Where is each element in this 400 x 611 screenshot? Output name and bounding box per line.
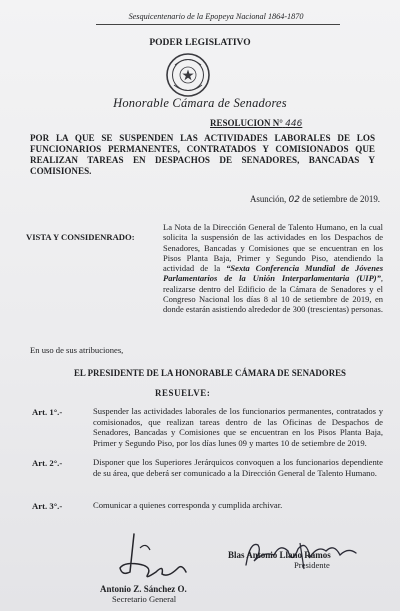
chamber-name: Honorable Cámara de Senadores (113, 96, 287, 110)
resolution-number (210, 118, 302, 129)
president-name: Blas Antonio Llano Ramos (228, 550, 331, 560)
institution-heading: PODER LEGISLATIVO (149, 38, 251, 48)
vista-text-em: “Sexta Conferencia Mundial de Jóvenes Parlamentarios de la Unión Interparlamentaria (UIP)” (163, 263, 383, 284)
resolution-label: RESOLUCION N° (210, 118, 283, 128)
president-signature-block (228, 550, 331, 570)
date-prefix: Asunción, (250, 194, 287, 204)
secretary-name: Antonio Z. Sánchez O. (100, 584, 187, 594)
date-suffix: de setiembre de 2019. (302, 194, 381, 204)
vista-label: VISTA Y CONSIDENRADO: (26, 232, 135, 242)
article-2-label: Art. 2°.- (32, 458, 63, 468)
sesquicentenario-line: Sesquicentenario de la Epopeya Nacional 1864-1870 (128, 12, 304, 21)
article-2-text: Disponer que los Superiores Jerárquicos convoquen a los funcionarios dependiente de su área, que deberá ser comunicado a la Dirección General de Talento Humano. (93, 457, 383, 478)
resolution-date (250, 194, 380, 205)
secretary-signature-icon (112, 528, 192, 584)
article-1-label: Art. 1°.- (32, 407, 63, 417)
secretary-role: Secretario General (112, 594, 177, 604)
resuelve-heading: RESUELVE: (155, 388, 211, 398)
article-1-text: Suspender las actividades laborales de los funcionarios permanentes, contratados y comisionados, que realizan tareas dentro de las Oficinas de Despachos de Senadores, Bancadas y Comisiones que se encuentran en los Pisos Planta Baja, Primer y Segundo Piso, por los días lunes 09 y martes 10 de setiembre de 2019. (93, 406, 383, 448)
secretary-signature-block (100, 584, 187, 604)
resolution-title: POR LA QUE SE SUSPENDEN LAS ACTIVIDADES LABORALES DE LOS FUNCIONARIOS PERMANENTES, CONTRATADOS Y COMISIONADOS QUE REALIZAN TAREAS EN DESPACHOS DE SENADORES, BANCADAS Y COMISIONES. (30, 133, 375, 176)
vista-text-1: La Nota de la Dirección General de Talento Humano, en la cual solicita la suspensión de las actividades en los Despachos de Senadores, Bancadas y Comisiones que se encuentran en los Pisos Planta Baja, Primer y Segundo Piso, atendiendo la actividad de la (163, 222, 383, 274)
national-seal-icon (165, 52, 211, 98)
vista-text-2: , realizarse dentro del Edificio de la Cámara de Senadores y el Congreso Nacional los días 8 al 10 de setiembre de 2019, en donde estarán asistiendo alrededor de 300 (trescientas) personas. (163, 273, 383, 315)
header-rule (96, 24, 340, 25)
article-3-label: Art. 3°.- (32, 501, 63, 511)
uso-atribuciones: En uso de sus atribuciones, (30, 345, 124, 355)
president-heading: EL PRESIDENTE DE LA HONORABLE CÁMARA DE SENADORES (74, 368, 346, 378)
date-day: 02 (288, 195, 300, 205)
vista-body (163, 222, 383, 315)
article-3-text: Comunicar a quienes corresponda y cumplida archivar. (93, 500, 283, 510)
president-role: Presidente (294, 560, 330, 570)
resolution-handwritten-number: 446 (285, 119, 303, 129)
